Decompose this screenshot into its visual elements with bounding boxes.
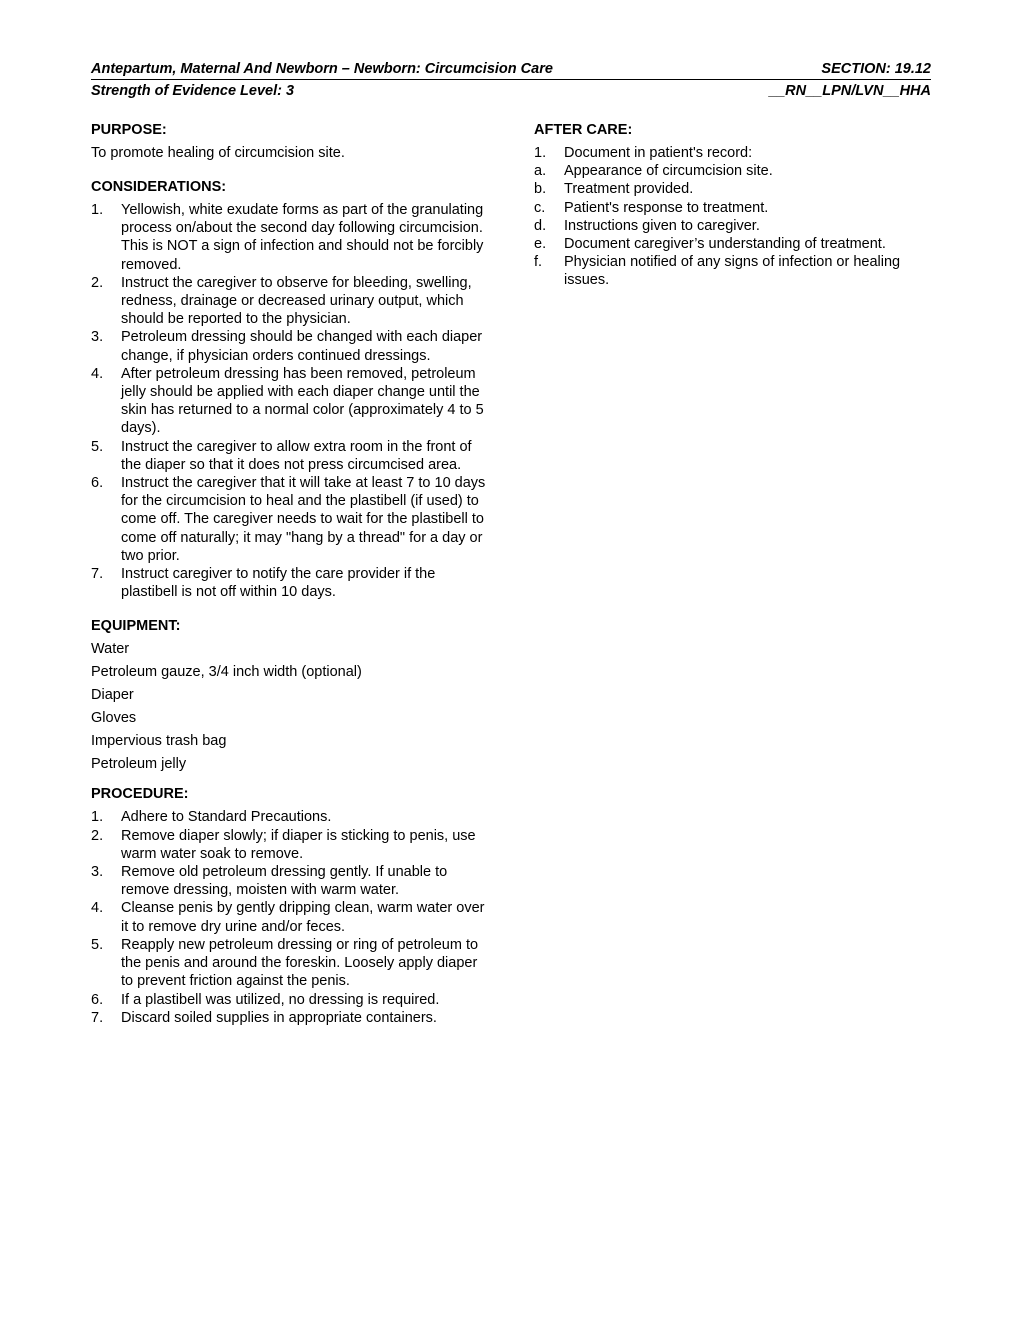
page-header [91, 60, 931, 100]
list-item: 3. Petroleum dressing should be changed with each diaper change, if physician orders continued dressings. [91, 329, 483, 364]
list-item: d. Instructions given to caregiver. [534, 217, 760, 234]
list-item: 3. Remove old petroleum dressing gently. If unable to remove dressing, moisten with warm water. [91, 864, 448, 899]
list-item: Diaper [91, 687, 134, 704]
list-item: Petroleum gauze, 3/4 inch width (optional) [91, 664, 362, 681]
section-number: SECTION: 19.12 [821, 61, 931, 77]
list-item: Petroleum jelly [91, 756, 187, 773]
list-item: Water [91, 641, 130, 658]
list-item: 6. Instruct the caregiver that it will take at least 7 to 10 days for the circumcision to heal and the plastibell (if used) to come off. The caregiver needs to wait for the plastibell to come off naturally; it may "hang by a thread" for a day or two prior. [91, 475, 486, 564]
list-item: 1. Adhere to Standard Precautions. [91, 809, 332, 826]
list-item: Gloves [91, 710, 137, 727]
document-title: Antepartum, Maternal And Newborn – Newborn: Circumcision Care [91, 61, 553, 77]
header-row-title [91, 60, 931, 80]
list-item: 5. Reapply new petroleum dressing or ring of petroleum to the penis and around the foreskin. Loosely apply diaper to prevent friction against the penis. [91, 936, 479, 990]
after-care-list [534, 144, 914, 290]
purpose-heading: PURPOSE: [91, 122, 167, 138]
list-item: 1. Document in patient's record: [534, 145, 753, 161]
equipment-heading: EQUIPMENT: [91, 618, 181, 635]
header-row-evidence [91, 82, 931, 100]
list-item: 2. Instruct the caregiver to observe for bleeding, swelling, redness, drainage or decreased urinary output, which should be reported to the physician. [91, 274, 472, 328]
list-item: 7. Discard soiled supplies in appropriate containers. [91, 1009, 437, 1026]
staff-roles: __RN__LPN/LVN__HHA [769, 83, 931, 99]
left-column [91, 121, 491, 1043]
list-item: 2. Remove diaper slowly; if diaper is sticking to penis, use warm water soak to remove. [91, 827, 476, 862]
list-item: 4. Cleanse penis by gently dripping clean, warm water over it to remove dry urine and/or feces. [91, 900, 485, 935]
list-item: a. Appearance of circumcision site. [534, 163, 773, 180]
procedure-list [91, 808, 491, 1026]
list-item: 1. Yellowish, white exudate forms as part of the granulating process on/about the second day following circumcision. This is NOT a sign of infection and should not be forcibly removed. [91, 202, 484, 273]
list-item: 4. After petroleum dressing has been removed, petroleum jelly should be applied with each diaper change until the skin has returned to a normal color (approximately 4 to 5 days). [91, 365, 484, 437]
list-item: 5. Instruct the caregiver to allow extra room in the front of the diaper so that it does not press circumcised area. [91, 438, 472, 473]
list-item: 7. Instruct caregiver to notify the care provider if the plastibell is not off within 10 days. [91, 566, 436, 601]
list-item: e. Document caregiver’s understanding of treatment. [534, 236, 886, 253]
list-item: f. Physician notified of any signs of infection or healing issues. [534, 254, 901, 289]
purpose-text: To promote healing of circumcision site. [91, 145, 345, 161]
equipment-list [91, 640, 491, 773]
list-item: b. Treatment provided. [534, 181, 694, 198]
list-item: Impervious trash bag [91, 733, 227, 750]
considerations-heading: CONSIDERATIONS: [91, 179, 227, 195]
right-column [534, 121, 914, 306]
list-item: 6. If a plastibell was utilized, no dressing is required. [91, 991, 440, 1008]
procedure-heading: PROCEDURE: [91, 786, 189, 803]
evidence-level: Strength of Evidence Level: 3 [91, 83, 295, 99]
after-care-heading: AFTER CARE: [534, 122, 633, 138]
considerations-list [91, 201, 491, 601]
list-item: c. Patient's response to treatment. [534, 199, 769, 216]
